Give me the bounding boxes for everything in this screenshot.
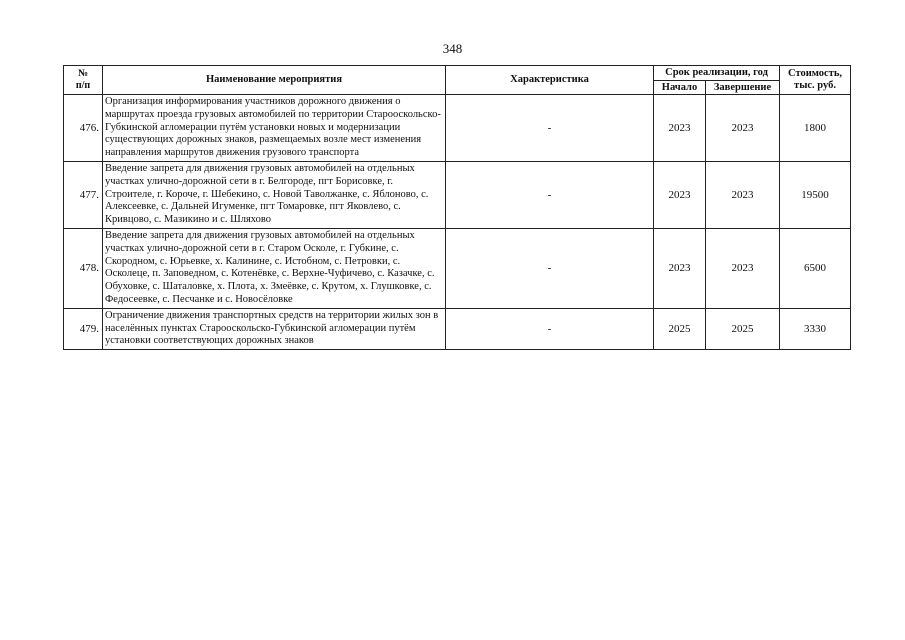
characteristic-cell: - xyxy=(446,308,654,349)
header-end: Завершение xyxy=(706,81,780,95)
end-year: 2025 xyxy=(706,308,780,349)
header-number xyxy=(64,66,103,95)
start-year: 2023 xyxy=(654,161,706,228)
measure-name: Организация информирования участников дорожного движения о маршрутах проезда грузовых автомобилей по территории Старооскольско-Губкинской агломерации путём установки новых и модернизации существующих дорожных знаков, размещаемых возле мест изменения направления маршрутов движения грузового транспорта xyxy=(103,95,446,162)
header-characteristic: Характеристика xyxy=(446,66,654,95)
cost-value: 6500 xyxy=(780,228,851,308)
measures-table xyxy=(63,65,851,350)
cost-value: 3330 xyxy=(780,308,851,349)
table-row xyxy=(64,95,851,162)
row-number: 478. xyxy=(64,228,103,308)
row-number: 479. xyxy=(64,308,103,349)
header-cost xyxy=(780,66,851,95)
measure-name: Введение запрета для движения грузовых автомобилей на отдельных участках улично-дорожной сети в г. Белгороде, пгт Борисовке, г. Строителе, г. Короче, г. Шебекино, с. Новой Таволжанке, с. Яблоново, с. Алексеевке, с. Дальней Игуменке, пгт Томаровке, пгт Яковлево, с. Кривцово, с. Мазикино и с. Шляхово xyxy=(103,161,446,228)
row-number: 476. xyxy=(64,95,103,162)
table-row xyxy=(64,228,851,308)
characteristic-cell: - xyxy=(446,228,654,308)
end-year: 2023 xyxy=(706,95,780,162)
table-row xyxy=(64,308,851,349)
characteristic-cell: - xyxy=(446,161,654,228)
cost-value: 19500 xyxy=(780,161,851,228)
end-year: 2023 xyxy=(706,228,780,308)
header-number-abbrev: п/п xyxy=(75,80,91,91)
end-year: 2023 xyxy=(706,161,780,228)
table-row xyxy=(64,161,851,228)
characteristic-cell: - xyxy=(446,95,654,162)
header-cost-title: Стоимость, xyxy=(788,68,843,79)
row-number: 477. xyxy=(64,161,103,228)
header-start: Начало xyxy=(654,81,706,95)
cost-value: 1800 xyxy=(780,95,851,162)
header-name: Наименование мероприятия xyxy=(103,66,446,95)
header-period: Срок реализации, год xyxy=(654,66,780,81)
header-cost-unit: тыс. руб. xyxy=(794,80,836,91)
start-year: 2023 xyxy=(654,228,706,308)
header-number-symbol: № xyxy=(77,68,89,79)
start-year: 2023 xyxy=(654,95,706,162)
start-year: 2025 xyxy=(654,308,706,349)
measure-name: Ограничение движения транспортных средств на территории жилых зон в населённых пунктах Старооскольско-Губкинской агломерации путём установки соответствующих дорожных знаков xyxy=(103,308,446,349)
page-number: 348 xyxy=(442,41,463,56)
measure-name: Введение запрета для движения грузовых автомобилей на отдельных участках улично-дорожной сети в г. Старом Осколе, г. Губкине, с. Скородном, с. Юрьевке, х. Калинине, с. Истобном, с. Петровки, с. Осколеце, п. Заповедном, с. Котенёвке, с. Верхне-Чуфичево, с. Казачке, с. Обуховке, с. Шаталовке, х. Плота, х. Змеёвке, с. Крутом, х. Глушковке, с. Федосеевке, с. Песчанке и с. Новосёловке xyxy=(103,228,446,308)
